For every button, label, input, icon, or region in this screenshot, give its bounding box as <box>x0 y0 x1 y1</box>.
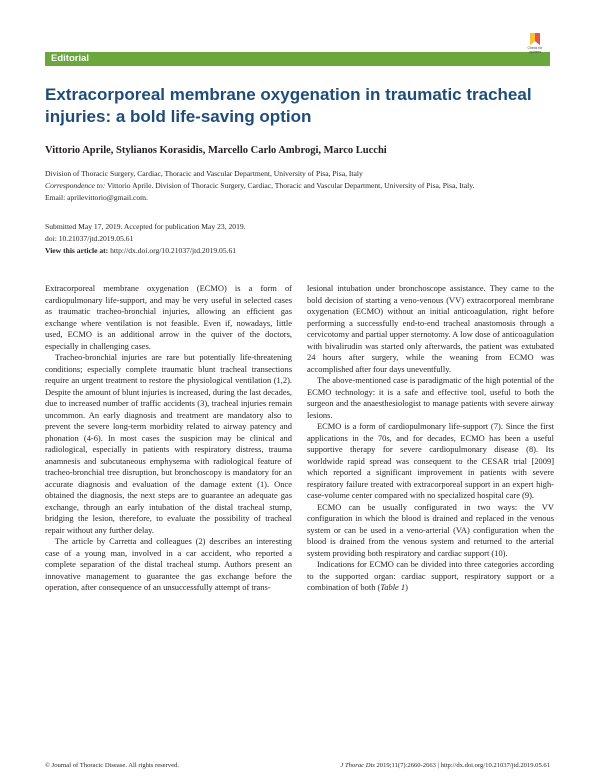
crossmark-text <box>522 46 548 54</box>
paragraph-with-ref <box>307 559 554 594</box>
section-label: Editorial <box>51 53 90 64</box>
correspondence-label: Correspondence to: <box>45 181 106 190</box>
paragraph-text: Indications for ECMO can be divided into three categories according to the supported organ: cardiac support, respiratory support or a combination of both ( <box>307 559 554 592</box>
section-label-bar <box>45 52 550 66</box>
journal-name: J Thorac Dis <box>340 762 375 769</box>
crossmark-icon <box>530 33 540 45</box>
body-column-right <box>307 283 554 594</box>
paragraph-tail: ) <box>405 582 408 592</box>
copyright: © Journal of Thoracic Disease. All rights reserved. <box>45 762 179 769</box>
table-reference-link[interactable]: Table 1 <box>380 582 406 592</box>
crossmark-line2: updates <box>528 50 542 54</box>
paragraph: ECMO can be usually configurated in two ways: the VV configuration in which the blood is drained and replaced in the venous system or can be used in a veno-arterial (VA) configuration when the blood is drained from the venous system and returned to the arterial system providing both respiratory and cardiac support (10). <box>307 501 554 558</box>
paragraph: Tracheo-bronchial injuries are rare but potentially life-threatening conditions; especially complete traumatic blunt tracheal transections require an urgent treatment to restore the physiological ventilation (1,2). Despite the amount of blunt injuries is increased, during the last decades, due to increased number of traffic accidents (3), tracheal injuries remain uncommon. An early diagnosis and treatment are mandatory also to prevent the severe long-term morbidity related to airway patency and phonation (4-6). In most cases the suspicion may be clinical and radiological, especially in patients with respiratory distress, trauma anamnesis and subcutaneous emphysema with radiological feature of tracheo-bronchial tree disruption, but bronchoscopy is mandatory for an accurate diagnosis and evaluation of the damage extent (1). Once obtained the diagnosis, the next steps are to guarantee an adequate gas exchange, through an early intubation of the distal tracheal stump, bridging the lesion, therefore, to evaluate the possibility of tracheal repair without any further delay. <box>45 352 292 535</box>
paragraph: The article by Carretta and colleagues (2) describes an interesting case of a young man, involved in a car accident, who reported a complete separation of the distal tracheal stump. Authors present an innovative management to guarantee the gas exchange before the operation, after consequence of an unsuccessfully attempt of trans- <box>45 536 292 592</box>
email[interactable]: Email: aprilevittorio@gmail.com. <box>45 193 148 202</box>
view-article-line <box>45 245 555 256</box>
body-column-left <box>45 283 292 594</box>
view-article-link[interactable]: http://dx.doi.org/10.21037/jtd.2019.05.61 <box>108 246 237 255</box>
paragraph: The above-mentioned case is paradigmatic of the high potential of the ECMO technology: it is a safe and effective tool, useful to both the surgeon and the anaesthesiologist to manage patients with severe airway lesions. <box>307 375 554 420</box>
correspondence-text: Vittorio Aprile. Division of Thoracic Surgery, Cardiac, Thoracic and Vascular Department, University of Pisa, Pisa, Italy. <box>105 181 475 190</box>
paragraph: ECMO is a form of cardiopulmonary life-support (7). Since the first applications in the 70s, and for decades, ECMO has been a useful supportive therapy for severe cardiopulmonary disease (8). Its worldwide rapid spread was consequent to the CESAR trial [2009] which reported a significant improvement in patients with severe respiratory failure treated with extracorporeal support in an expert high-case-volume center compared with no specialized hospital care (9). <box>307 421 554 500</box>
citation-text: 2019;11(7):2660-2663 | http://dx.doi.org/10.21037/jtd.2019.05.61 <box>374 762 550 769</box>
doi[interactable]: doi: 10.21037/jtd.2019.05.61 <box>45 234 134 243</box>
article-title: Extracorporeal membrane oxygenation in traumatic tracheal injuries: a bold life-saving option <box>45 85 532 126</box>
affiliation: Division of Thoracic Surgery, Cardiac, Thoracic and Vascular Department, University of Pisa, Pisa, Italy <box>45 169 363 178</box>
paragraph: Extracorporeal membrane oxygenation (ECMO) is a form of cardiopulmonary life-support, and may be very useful in selected cases as traumatic tracheo-bronchial injuries, allowing an efficient gas exchange where ventilation is not feasible. Even if, nowadays, little used, ECMO is an additional arrow in the quiver of the doctors, especially in challenging cases. <box>45 283 292 351</box>
page-footer <box>45 762 550 772</box>
correspondence <box>45 180 555 191</box>
journal-citation <box>340 762 550 769</box>
author-list: Vittorio Aprile, Stylianos Korasidis, Marcello Carlo Ambrogi, Marco Lucchi <box>45 145 387 156</box>
crossmark-badge[interactable] <box>522 33 548 57</box>
paragraph: lesional intubation under bronchoscope assistance. They came to the bold decision of starting a veno-venous (VV) extracorporeal membrane oxygenation (ECMO) without an initial anticoagulation, right before performing a successfully end-to-end tracheal anastomosis through a cervicotomy and partial upper sternotomy. A low dose of anticoagulation with bivalirudin was started only afterwards, the patient was extubated 24 hours after surgery, while the weaning from ECMO was accomplished after four days uneventfully. <box>307 283 554 374</box>
crossmark-line1: Check for <box>527 46 543 50</box>
view-article-label: View this article at: <box>45 246 109 255</box>
submission-dates: Submitted May 17, 2019. Accepted for publication May 23, 2019. <box>45 222 246 231</box>
